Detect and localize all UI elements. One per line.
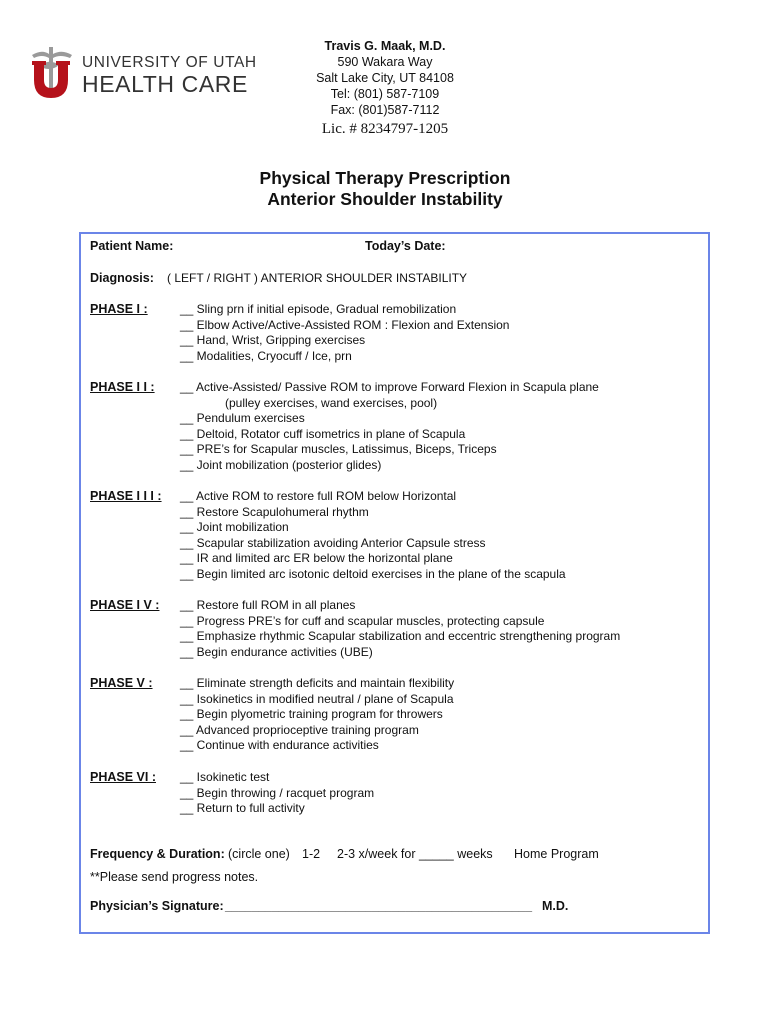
doctor-fax: Fax: (801)587-7112 xyxy=(330,103,440,117)
list-item: __ Eliminate strength deficits and maintain flexibility xyxy=(180,676,455,690)
list-item: __ Joint mobilization xyxy=(180,520,289,535)
title-line2: Anterior Shoulder Instability xyxy=(267,189,503,209)
list-item: __ Elbow Active/Active-Assisted ROM : Flexion and Extension xyxy=(180,317,510,332)
diagnosis-label: Diagnosis: xyxy=(90,271,154,285)
list-item: __ Progress PRE’s for cuff and scapular muscles, protecting capsule xyxy=(180,613,545,628)
title-line1: Physical Therapy Prescription xyxy=(259,168,511,188)
list-item: __ Restore full ROM in all planes xyxy=(180,598,356,612)
doctor-tel: Tel: (801) 587-7109 xyxy=(330,87,440,101)
list-item: __ Active-Assisted/ Passive ROM to improve Forward Flexion in Scapula plane xyxy=(180,380,599,394)
signature-label: Physician’s Signature: xyxy=(90,899,224,913)
list-item: __ Deltoid, Rotator cuff isometrics in plane of Scapula xyxy=(180,426,466,441)
list-item: __ Advanced proprioceptive training program xyxy=(180,722,419,737)
list-item: __ Sling prn if initial episode, Gradual remobilization xyxy=(180,302,457,316)
logo-university-text: UNIVERSITY OF UTAH xyxy=(82,54,257,71)
page-title xyxy=(0,168,770,210)
phase-2-label: PHASE I I : xyxy=(90,380,155,394)
list-item: __ Modalities, Cryocuff / Ice, prn xyxy=(180,348,352,363)
list-item: __ Pendulum exercises xyxy=(180,411,305,426)
logo-health-care-text: HEALTH CARE xyxy=(82,71,248,97)
signature-line[interactable]: ______________________________________________ xyxy=(225,899,532,913)
diagnosis-value: ( LEFT / RIGHT ) ANTERIOR SHOULDER INSTABILITY xyxy=(167,271,468,285)
doctor-name: Travis G. Maak, M.D. xyxy=(324,39,446,53)
list-item: (pulley exercises, wand exercises, pool) xyxy=(225,395,438,410)
caduceus-u-logo-icon xyxy=(28,46,76,102)
list-item: __ Isokinetic test xyxy=(180,770,270,784)
doctor-address-line1: 590 Wakara Way xyxy=(337,55,433,69)
frequency-label: Frequency & Duration: xyxy=(90,847,225,861)
list-item: __ Isokinetics in modified neutral / plane of Scapula xyxy=(180,691,454,706)
list-item: __ Hand, Wrist, Gripping exercises xyxy=(180,333,366,348)
list-item: __ IR and limited arc ER below the horizontal plane xyxy=(180,551,453,566)
phase-6-items xyxy=(180,770,374,817)
phase-1-label: PHASE I : xyxy=(90,302,148,316)
phase-6-label: PHASE VI : xyxy=(90,770,156,784)
progress-notes: **Please send progress notes. xyxy=(90,870,259,884)
doctor-license: Lic. # 8234797-1205 xyxy=(321,121,449,137)
list-item: __ Emphasize rhythmic Scapular stabilization and eccentric strengthening program xyxy=(180,629,621,644)
list-item: __ Begin plyometric training program for throwers xyxy=(180,707,443,722)
signature-md-suffix: M.D. xyxy=(542,899,569,913)
list-item: __ Active ROM to restore full ROM below Horizontal xyxy=(180,489,457,503)
doctor-address-line2: Salt Lake City, UT 84108 xyxy=(316,71,454,85)
phase-4-label: PHASE I V : xyxy=(90,598,160,612)
phase-5-items xyxy=(180,676,454,754)
phase-1-items xyxy=(180,302,509,364)
frequency-option-home[interactable]: Home Program xyxy=(514,847,599,861)
list-item: __ Begin endurance activities (UBE) xyxy=(180,644,373,659)
phase-4-items xyxy=(180,598,620,660)
frequency-circle-one: (circle one) xyxy=(228,847,290,861)
patient-name-label: Patient Name: xyxy=(90,239,174,253)
list-item: __ Return to full activity xyxy=(180,801,305,816)
list-item: __ Begin limited arc isotonic deltoid exercises in the plane of the scapula xyxy=(180,566,566,581)
phase-2-items xyxy=(180,380,599,474)
list-item: __ Begin throwing / racquet program xyxy=(180,785,375,800)
list-item: __ Continue with endurance activities xyxy=(180,738,379,753)
phase-5-label: PHASE V : xyxy=(90,676,153,690)
phase-3-items xyxy=(180,489,566,583)
list-item: __ PRE’s for Scapular muscles, Latissimus, Biceps, Triceps xyxy=(180,442,497,457)
list-item: __ Scapular stabilization avoiding Anterior Capsule stress xyxy=(180,535,486,550)
list-item: __ Restore Scapulohumeral rhythm xyxy=(180,504,369,519)
doctor-header xyxy=(270,38,500,139)
phase-3-label: PHASE I I I : xyxy=(90,489,162,503)
frequency-option-2-3[interactable]: 2-3 x/week for _____ weeks xyxy=(337,847,493,861)
frequency-option-1-2[interactable]: 1-2 xyxy=(302,847,321,861)
university-logo xyxy=(28,46,257,106)
list-item: __ Joint mobilization (posterior glides) xyxy=(180,457,382,472)
todays-date-label: Today’s Date: xyxy=(365,239,446,253)
